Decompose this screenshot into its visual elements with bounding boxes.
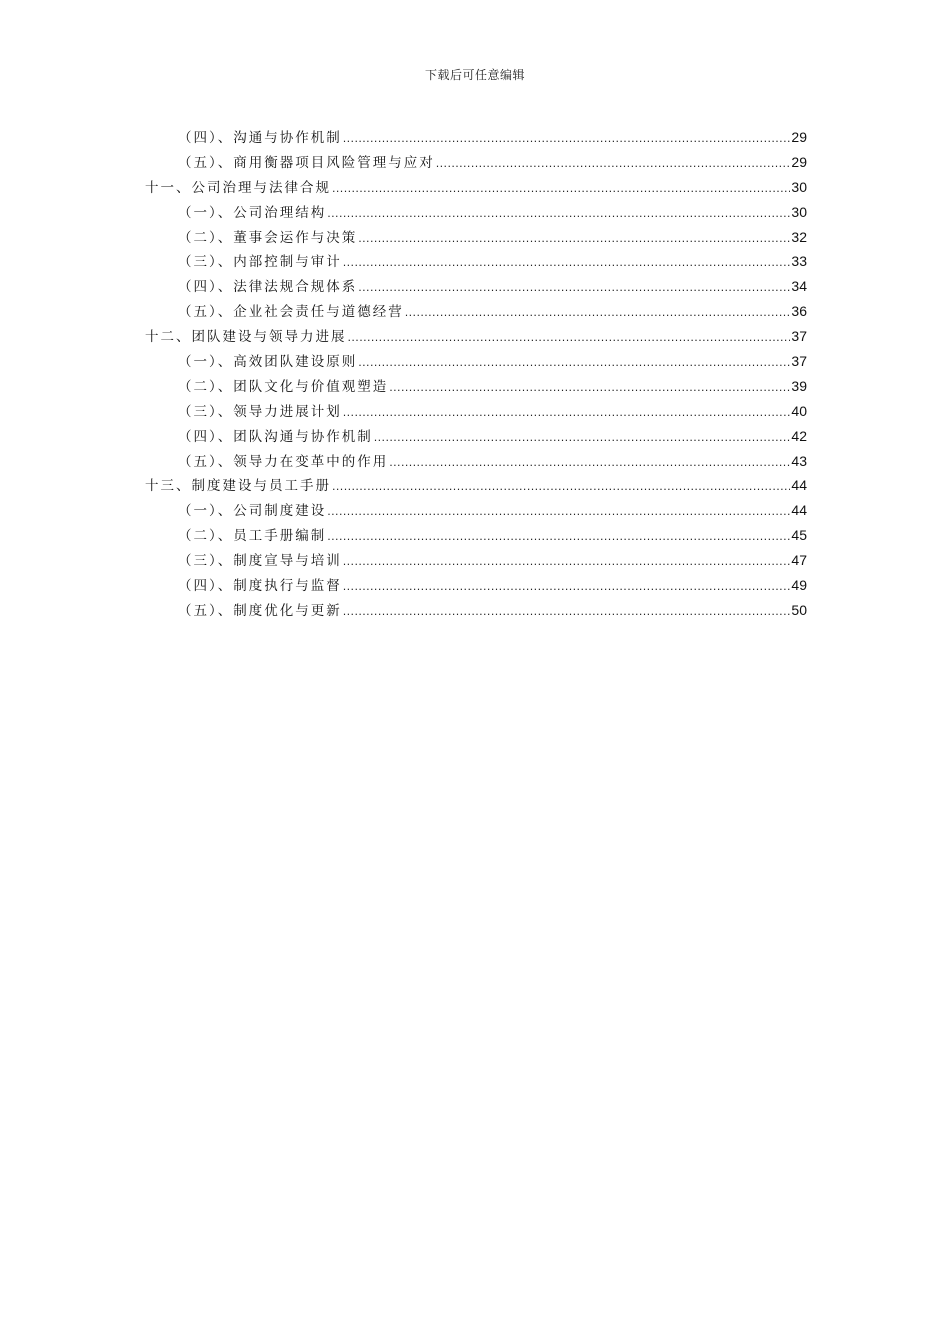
toc-section-entry[interactable] <box>145 249 807 274</box>
toc-section-entry[interactable] <box>145 399 807 424</box>
toc-section-entry[interactable] <box>145 374 807 399</box>
toc-chapter-entry[interactable] <box>145 175 807 200</box>
toc-dot-leader <box>405 301 791 326</box>
toc-section-entry[interactable] <box>145 274 807 299</box>
toc-dot-leader <box>374 426 791 451</box>
toc-dot-leader <box>436 152 791 177</box>
toc-section-entry[interactable] <box>145 598 807 623</box>
toc-page-number: 32 <box>791 228 807 245</box>
toc-dot-leader <box>389 376 790 401</box>
toc-dot-leader <box>343 600 791 625</box>
toc-section-entry[interactable] <box>145 200 807 225</box>
toc-entry-title: （三）、领导力进展计划 <box>178 403 342 420</box>
page-header: 下载后可任意编辑 <box>424 68 525 82</box>
toc-chapter-entry[interactable] <box>145 324 807 349</box>
toc-entry-title: （四）、团队沟通与协作机制 <box>178 428 373 445</box>
toc-page-number: 33 <box>791 253 807 270</box>
toc-entry-title: （三）、制度宣导与培训 <box>178 553 342 570</box>
toc-page-number: 45 <box>791 527 807 544</box>
toc-section-entry[interactable] <box>145 125 807 150</box>
toc-dot-leader <box>327 525 790 550</box>
toc-dot-leader <box>358 351 790 376</box>
toc-dot-leader <box>343 251 791 276</box>
toc-entry-title: （四）、法律法规合规体系 <box>178 279 358 296</box>
toc-entry-title: （二）、董事会运作与决策 <box>178 229 358 246</box>
toc-page-number: 29 <box>791 129 807 145</box>
toc-entry-title: （五）、企业社会责任与道德经营 <box>178 304 404 321</box>
toc-entry-title: 十三、制度建设与员工手册 <box>145 478 331 495</box>
toc-dot-leader <box>343 550 791 575</box>
toc-entry-title: （一）、公司治理结构 <box>178 204 327 221</box>
toc-entry-title: 十一、公司治理与法律合规 <box>145 179 331 196</box>
toc-dot-leader <box>327 202 790 227</box>
toc-section-entry[interactable] <box>145 225 807 250</box>
toc-dot-leader <box>343 575 791 600</box>
toc-page-number: 47 <box>791 552 807 569</box>
toc-entry-title: （三）、内部控制与审计 <box>178 254 342 271</box>
toc-dot-leader <box>332 475 790 500</box>
toc-entry-title: （二）、团队文化与价值观塑造 <box>178 378 389 395</box>
toc-page-number: 43 <box>791 452 807 469</box>
toc-entry-title: （一）、公司制度建设 <box>178 503 327 520</box>
toc-section-entry[interactable] <box>145 349 807 374</box>
toc-page-number: 40 <box>791 402 807 419</box>
toc-chapter-entry[interactable] <box>145 473 807 498</box>
toc-page-number: 30 <box>791 178 807 195</box>
toc-section-entry[interactable] <box>145 523 807 548</box>
toc-dot-leader <box>348 326 791 351</box>
toc-entry-title: （二）、员工手册编制 <box>178 528 327 545</box>
toc-dot-leader <box>358 276 790 301</box>
toc-entry-title: 十二、团队建设与领导力进展 <box>145 329 347 346</box>
toc-section-entry[interactable] <box>145 573 807 598</box>
toc-page-number: 34 <box>791 278 807 295</box>
toc-dot-leader <box>389 451 790 476</box>
toc-page-number: 44 <box>791 502 807 519</box>
toc-entry-title: （五）、商用衡器项目风险管理与应对 <box>178 154 435 171</box>
toc-page-number: 50 <box>791 601 807 618</box>
toc-entry-title: （四）、制度执行与监督 <box>178 578 342 595</box>
toc-entry-title: （四）、沟通与协作机制 <box>178 130 342 146</box>
toc-dot-leader <box>332 177 790 202</box>
toc-page-number: 39 <box>791 377 807 394</box>
toc-page-number: 44 <box>791 477 807 494</box>
toc-page-number: 29 <box>791 153 807 170</box>
toc-page-number: 49 <box>791 577 807 594</box>
toc-dot-leader <box>343 127 791 152</box>
toc-dot-leader <box>358 227 790 252</box>
toc-section-entry[interactable] <box>145 150 807 175</box>
toc-section-entry[interactable] <box>145 299 807 324</box>
toc-page-number: 30 <box>791 203 807 220</box>
toc-section-entry[interactable] <box>145 548 807 573</box>
toc-page-number: 36 <box>791 303 807 320</box>
toc-section-entry[interactable] <box>145 449 807 474</box>
toc-entry-title: （五）、制度优化与更新 <box>178 602 342 619</box>
toc-section-entry[interactable] <box>145 424 807 449</box>
table-of-contents <box>145 125 807 623</box>
toc-entry-title: （五）、领导力在变革中的作用 <box>178 453 389 470</box>
toc-section-entry[interactable] <box>145 498 807 523</box>
toc-entry-title: （一）、高效团队建设原则 <box>178 354 358 371</box>
toc-page-number: 42 <box>791 427 807 444</box>
toc-dot-leader <box>343 401 791 426</box>
toc-dot-leader <box>327 500 790 525</box>
toc-page-number: 37 <box>791 353 807 370</box>
toc-page-number: 37 <box>791 328 807 345</box>
